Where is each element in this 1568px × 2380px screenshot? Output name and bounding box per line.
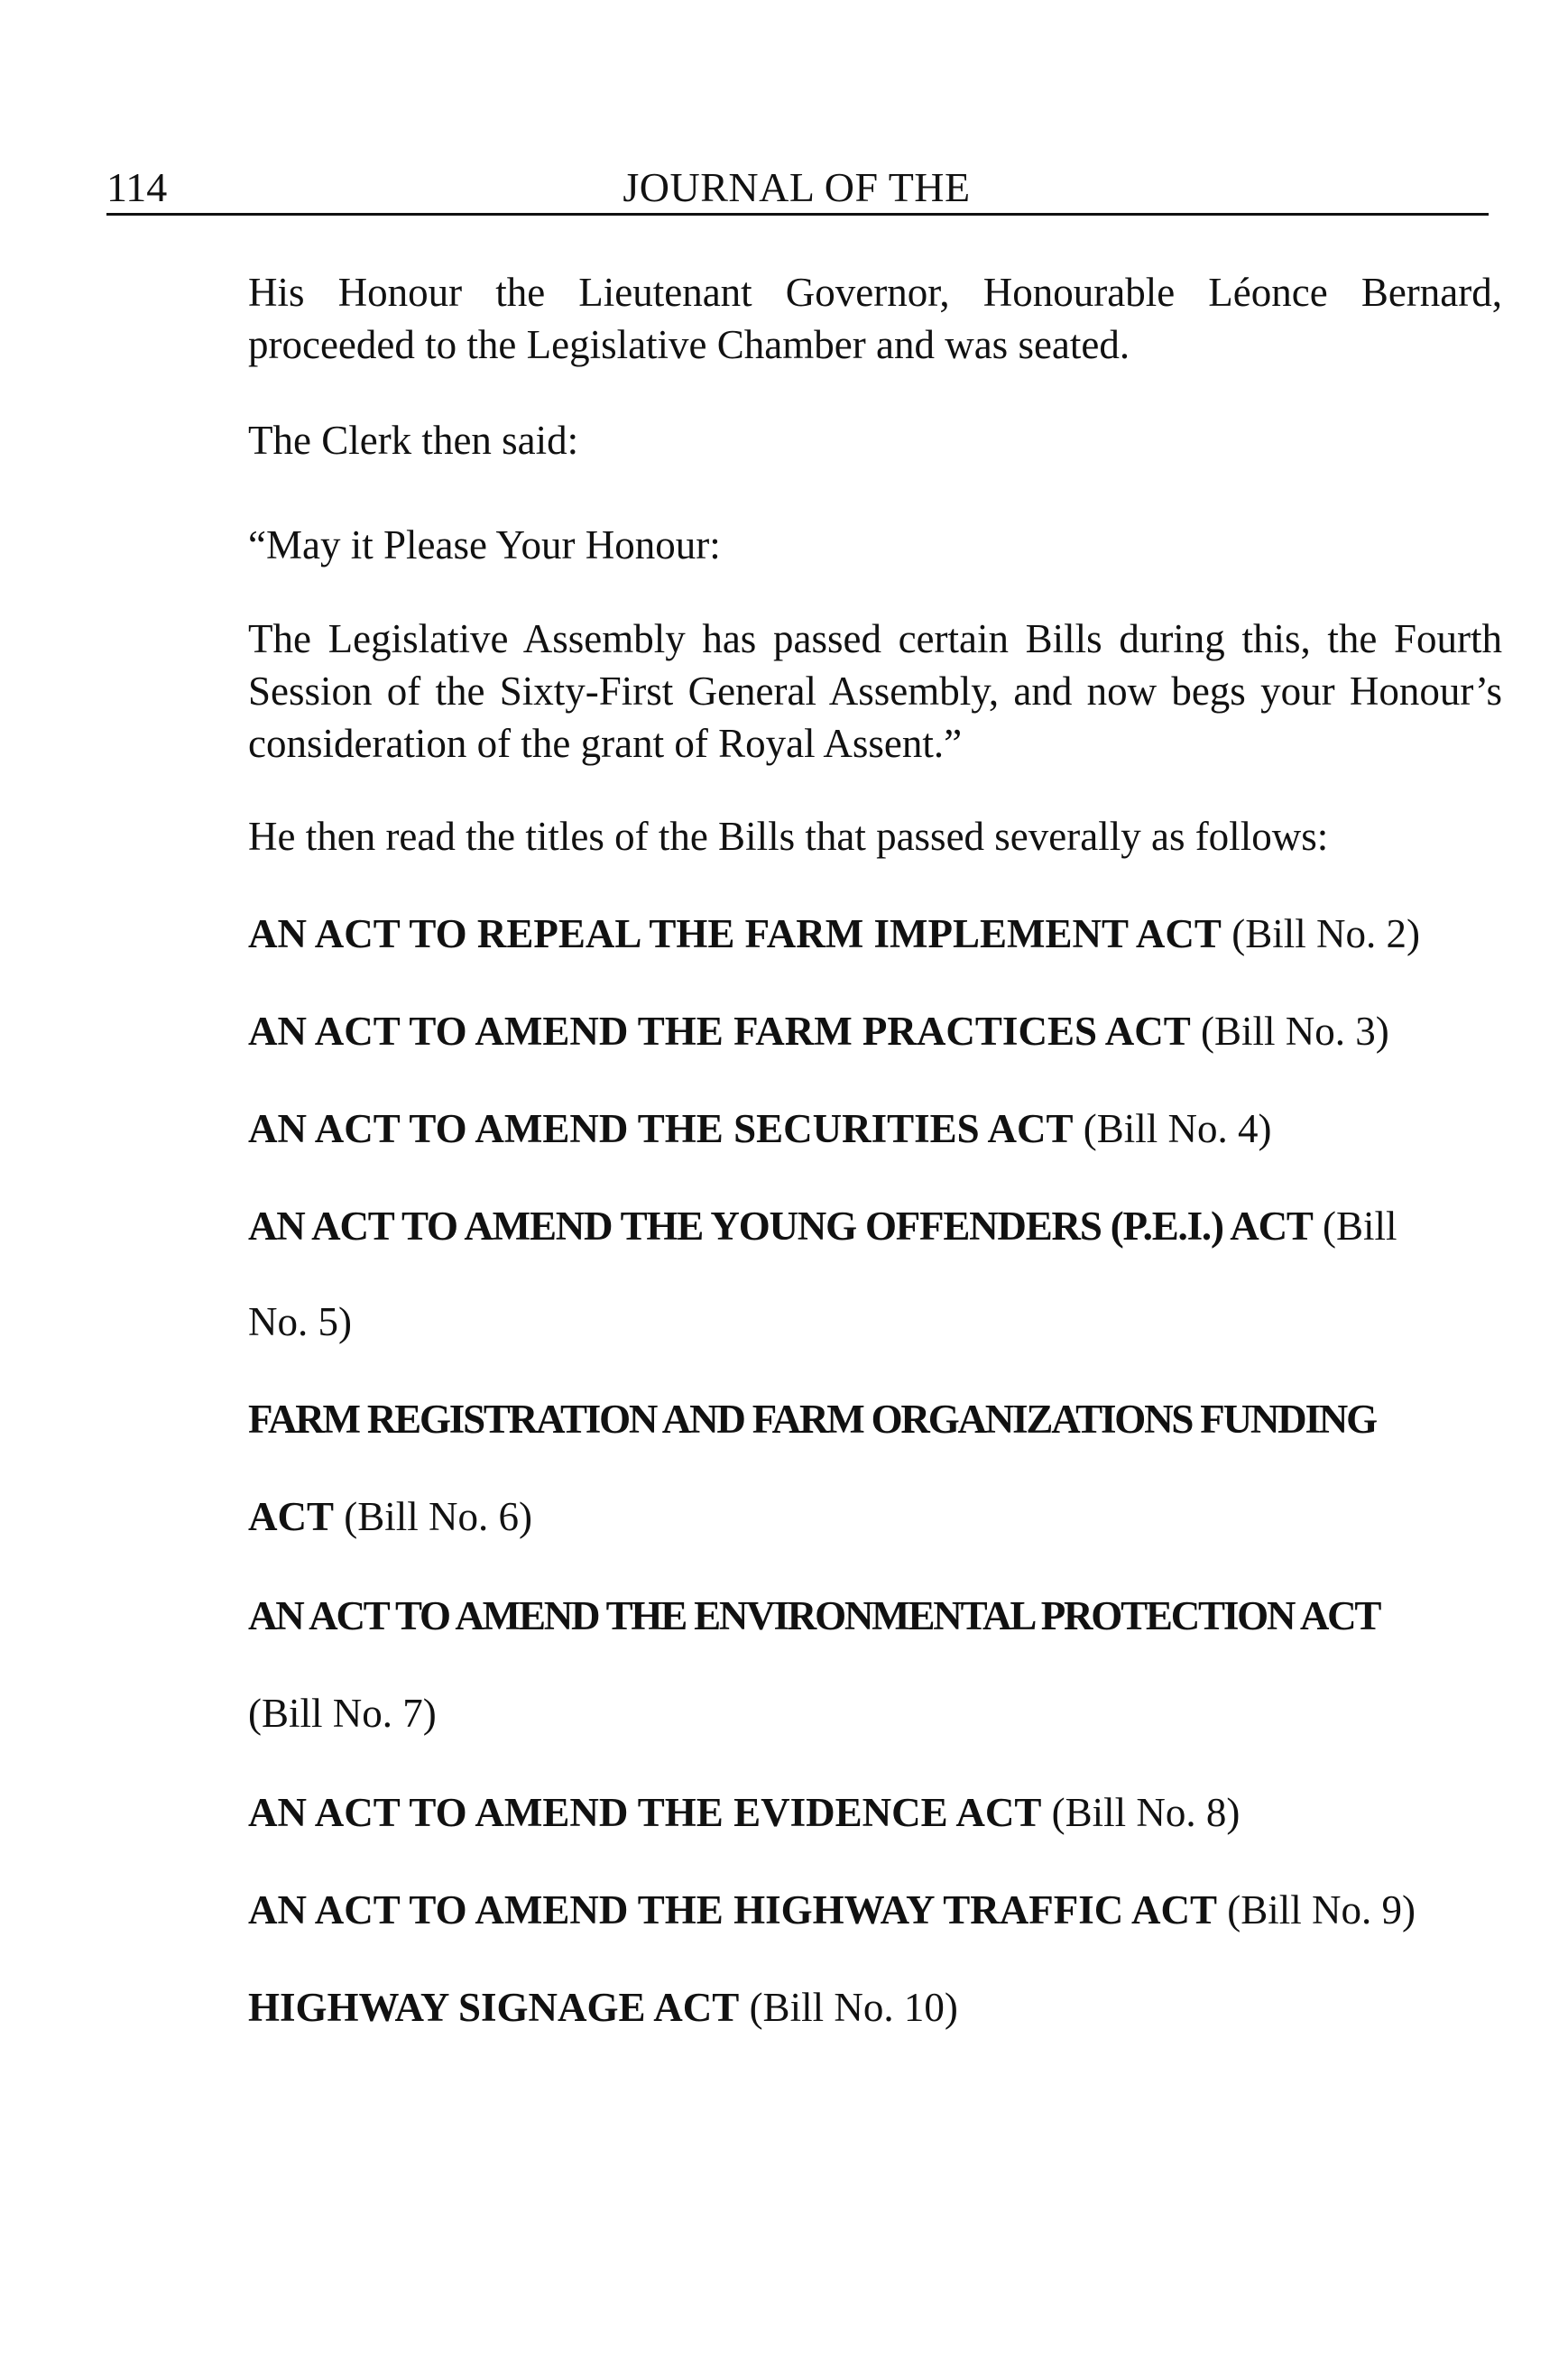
bill-entry-continued: [248, 1296, 352, 1348]
paragraph-titles-intro: He then read the titles of the Bills that passed severally as follows:: [248, 814, 1329, 859]
paragraph-address: “May it Please Your Honour:: [248, 522, 721, 567]
bill-title-continued: ACT: [248, 1494, 335, 1539]
paragraph-assembly-statement: The Legislative Assembly has passed certain Bills during this, the Fourth Session of the Sixty-First General Assembly, and now begs your Honour’s consideration of the grant of Royal Assent.”: [248, 616, 1502, 766]
paragraph-lieutenant-governor: His Honour the Lieutenant Governor, Honourable Léonce Bernard, proceeded to the Legislative Chamber and was seated.: [248, 270, 1502, 367]
bill-number: (Bill No. 7): [248, 1691, 437, 1736]
bill-number: (Bill No. 8): [1051, 1790, 1241, 1835]
bill-entry: [248, 1884, 1511, 1936]
bill-entry: [248, 1102, 1511, 1155]
bill-title: FARM REGISTRATION AND FARM ORGANIZATIONS FUNDING: [248, 1397, 1376, 1442]
bill-number: (Bill No. 3): [1201, 1009, 1389, 1054]
bill-entry: [248, 908, 1511, 960]
page-number: 114: [106, 164, 168, 210]
bill-entry-continued: [248, 1687, 437, 1739]
bill-title: AN ACT TO REPEAL THE FARM IMPLEMENT ACT: [248, 911, 1222, 956]
bill-title: AN ACT TO AMEND THE YOUNG OFFENDERS (P.E.I.) ACT: [248, 1204, 1313, 1249]
bill-entry: [248, 1590, 1511, 1642]
bill-title: AN ACT TO AMEND THE SECURITIES ACT: [248, 1106, 1074, 1151]
bill-title: AN ACT TO AMEND THE EVIDENCE ACT: [248, 1790, 1042, 1835]
bill-number: (Bill No. 4): [1083, 1106, 1272, 1151]
bill-number: (Bill No. 9): [1227, 1887, 1416, 1933]
bill-number-continued: No. 5): [248, 1299, 352, 1344]
bill-entry: [248, 1393, 1511, 1445]
bill-entry-continued: [248, 1490, 532, 1543]
bill-title: AN ACT TO AMEND THE FARM PRACTICES ACT: [248, 1009, 1191, 1054]
bill-title: AN ACT TO AMEND THE ENVIRONMENTAL PROTECTION ACT: [248, 1593, 1380, 1638]
bill-number: (Bill No. 10): [749, 1985, 958, 2030]
bill-number: (Bill No. 2): [1231, 911, 1420, 956]
journal-title: JOURNAL OF THE: [623, 164, 971, 210]
bill-title: AN ACT TO AMEND THE HIGHWAY TRAFFIC ACT: [248, 1887, 1218, 1933]
bill-entry: [248, 1200, 1511, 1252]
bill-entry: [248, 1005, 1511, 1057]
bill-title: HIGHWAY SIGNAGE ACT: [248, 1985, 740, 2030]
bill-number: (Bill No. 6): [344, 1494, 533, 1539]
bill-number: (Bill: [1322, 1204, 1397, 1249]
running-head: [106, 161, 1487, 215]
bill-entry: [248, 1981, 1511, 2034]
header-rule: [106, 213, 1489, 216]
bill-entry: [248, 1786, 1511, 1839]
paragraph-clerk-said: The Clerk then said:: [248, 418, 579, 463]
